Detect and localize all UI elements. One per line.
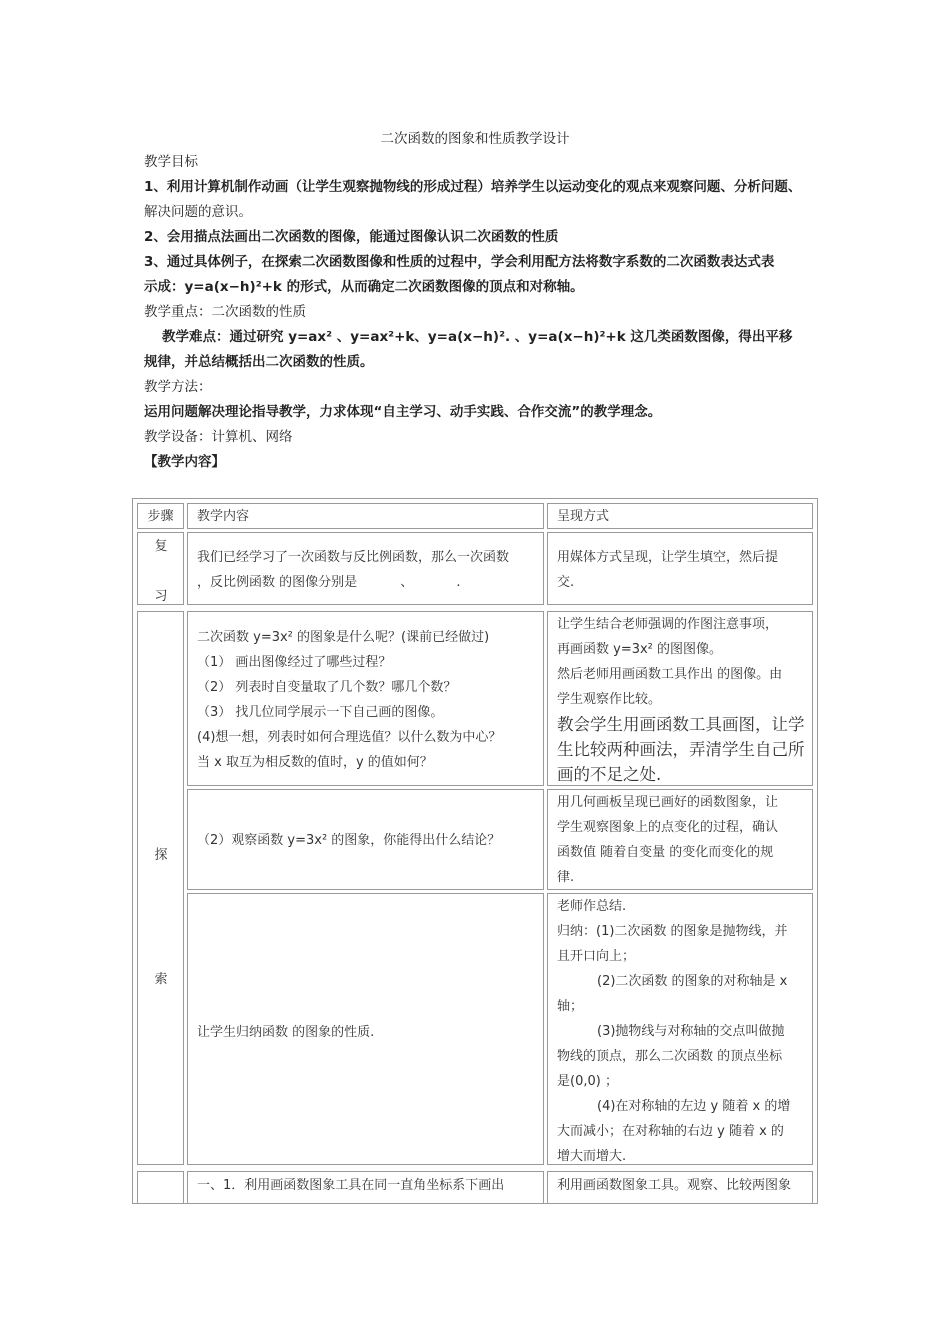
review-step-cell [137, 532, 184, 605]
explore-r1-content-line: (4)想一想，列表时如何合理选值？以什么数为中心？ [197, 730, 502, 745]
explore-r3-method-line: 老师作总结. [557, 899, 627, 914]
review-method-line: 用媒体方式呈现，让学生填空，然后提 [557, 550, 779, 565]
explore-r3-method-line: 且开口向上； [557, 949, 636, 964]
next-method: 利用画函数图象工具。观察、比较两图象 [557, 1178, 792, 1193]
explore-r2-method-cell [547, 789, 813, 890]
content-heading: 【教学内容】 [144, 454, 225, 470]
explore-r2-method-line: 函数值 随着自变量 的变化而变化的规 [557, 845, 774, 860]
explore-r2-method-line: 用几何画板呈现已画好的函数图象，让 [557, 795, 779, 810]
method-heading: 教学方法： [144, 379, 212, 395]
review-step-char: 复 [154, 539, 168, 554]
explore-r3-method-line: 增大而增大. [557, 1149, 627, 1164]
explore-r3-content-cell [187, 893, 544, 1165]
document-body [144, 150, 814, 475]
explore-r1-method-big-line: 画的不足之处. [557, 765, 662, 784]
header-content-cell [187, 503, 544, 529]
explore-r2-method-line: 律. [557, 870, 575, 885]
explore-r1-method-line: 学生观察作比较。 [557, 692, 662, 707]
explore-r3-method-line: 物线的顶点，那么二次函数 的顶点坐标 [557, 1049, 783, 1064]
goal-3-cont: 示成：y=a(x−h)²+k 的形式，从而确定二次函数图像的顶点和对称轴。 [144, 279, 584, 295]
review-content-cell [187, 532, 544, 605]
method-text: 运用问题解决理论指导教学，力求体现“自主学习、动手实践、合作交流”的教学理念。 [144, 404, 662, 420]
explore-r2-content-cell [187, 789, 544, 890]
review-method-cell [547, 532, 813, 605]
explore-r3-method-line: 是(0,0) ； [557, 1074, 618, 1089]
explore-r1-method-line: 让学生结合老师强调的作图注意事项， [557, 617, 779, 632]
explore-r2-content: （2）观察函数 y=3x² 的图象，你能得出什么结论？ [197, 833, 501, 848]
explore-r1-content-line: 当 x 取互为相反数的值时，y 的值如何？ [197, 755, 433, 770]
explore-r1-content-cell [187, 611, 544, 786]
explore-r1-method-line: 再画函数 y=3x² 的图图像。 [557, 642, 723, 657]
review-content-line: 我们已经学习了一次函数与反比例函数，那么一次函数 [197, 550, 510, 565]
page-title: 二次函数的图象和性质教学设计 [380, 131, 570, 147]
header-step-cell [137, 503, 184, 529]
explore-r1-content-line: 二次函数 y=3x² 的图象是什么呢？(课前已经做过) [197, 630, 490, 645]
explore-r1-method-big-line: 教会学生用画函数工具画图，让学 [557, 715, 805, 734]
explore-step-cell [137, 611, 184, 1165]
next-content: 一、1．利用画函数图象工具在同一直角坐标系下画出 [197, 1178, 505, 1193]
explore-r1-method-line: 然后老师用画函数工具作出 的图像。由 [557, 667, 783, 682]
explore-r3-method-line: 大而减小；在对称轴的右边 y 随着 x 的 [557, 1124, 784, 1139]
next-content-cell [187, 1171, 544, 1204]
explore-step-char: 索 [154, 972, 168, 987]
explore-r3-method-line: (4)在对称轴的左边 y 随着 x 的增 [597, 1099, 791, 1114]
explore-r1-content-line: （1） 画出图像经过了哪些过程？ [197, 655, 392, 670]
goal-1-cont: 解决问题的意识。 [144, 204, 252, 220]
next-method-cell [547, 1171, 813, 1204]
goals-heading: 教学目标 [144, 154, 198, 170]
explore-r1-content-line: （2） 列表时自变量取了几个数？哪几个数？ [197, 680, 457, 695]
explore-r3-method-cell [547, 893, 813, 1165]
next-step-cell [137, 1171, 184, 1204]
header-method: 呈现方式 [557, 509, 610, 524]
explore-r3-content: 让学生归纳函数 的图象的性质. [197, 1025, 375, 1040]
explore-r2-method-line: 学生观察图象上的点变化的过程，确认 [557, 820, 779, 835]
header-step: 步骤 [147, 509, 174, 524]
explore-r1-method-big-line: 生比较两种画法，弄清学生自己所 [557, 740, 805, 759]
difficulty: 教学难点：通过研究 y=ax² 、y=ax²+k、y=a(x−h)². 、y=a(x−h)²+k 这几类函数图像，得出平移 [162, 329, 793, 345]
review-method-line: 交. [557, 575, 575, 590]
review-step-char: 习 [154, 589, 168, 604]
key-point: 教学重点：二次函数的性质 [144, 304, 306, 320]
explore-r1-method-cell [547, 611, 813, 786]
difficulty-cont: 规律，并总结概括出二次函数的性质。 [144, 354, 374, 370]
explore-r3-method-line: 轴； [557, 999, 584, 1014]
explore-r3-method-line: 归纳：(1)二次函数 的图象是抛物线，并 [557, 924, 788, 939]
explore-r1-content-line: （3） 找几位同学展示一下自己画的图像。 [197, 705, 444, 720]
header-content: 教学内容 [197, 509, 250, 524]
review-content-line: ，反比例函数 的图像分别是 、 . [197, 575, 461, 590]
lesson-table [132, 498, 818, 1204]
goal-2: 2、会用描点法画出二次函数的图像，能通过图像认识二次函数的性质 [144, 229, 559, 245]
header-method-cell [547, 503, 813, 529]
explore-step-char: 探 [154, 848, 168, 863]
explore-r3-method-line: (2)二次函数 的图象的对称轴是 x [597, 974, 788, 989]
goal-3: 3、通过具体例子，在探索二次函数图像和性质的过程中，学会利用配方法将数字系数的二次函数表达式表 [144, 254, 775, 270]
equipment: 教学设备：计算机、网络 [144, 429, 293, 445]
explore-r3-method-line: (3)抛物线与对称轴的交点叫做抛 [597, 1024, 785, 1039]
goal-1: 1、利用计算机制作动画（让学生观察抛物线的形成过程）培养学生以运动变化的观点来观察问题、分析问题、 [144, 179, 802, 195]
